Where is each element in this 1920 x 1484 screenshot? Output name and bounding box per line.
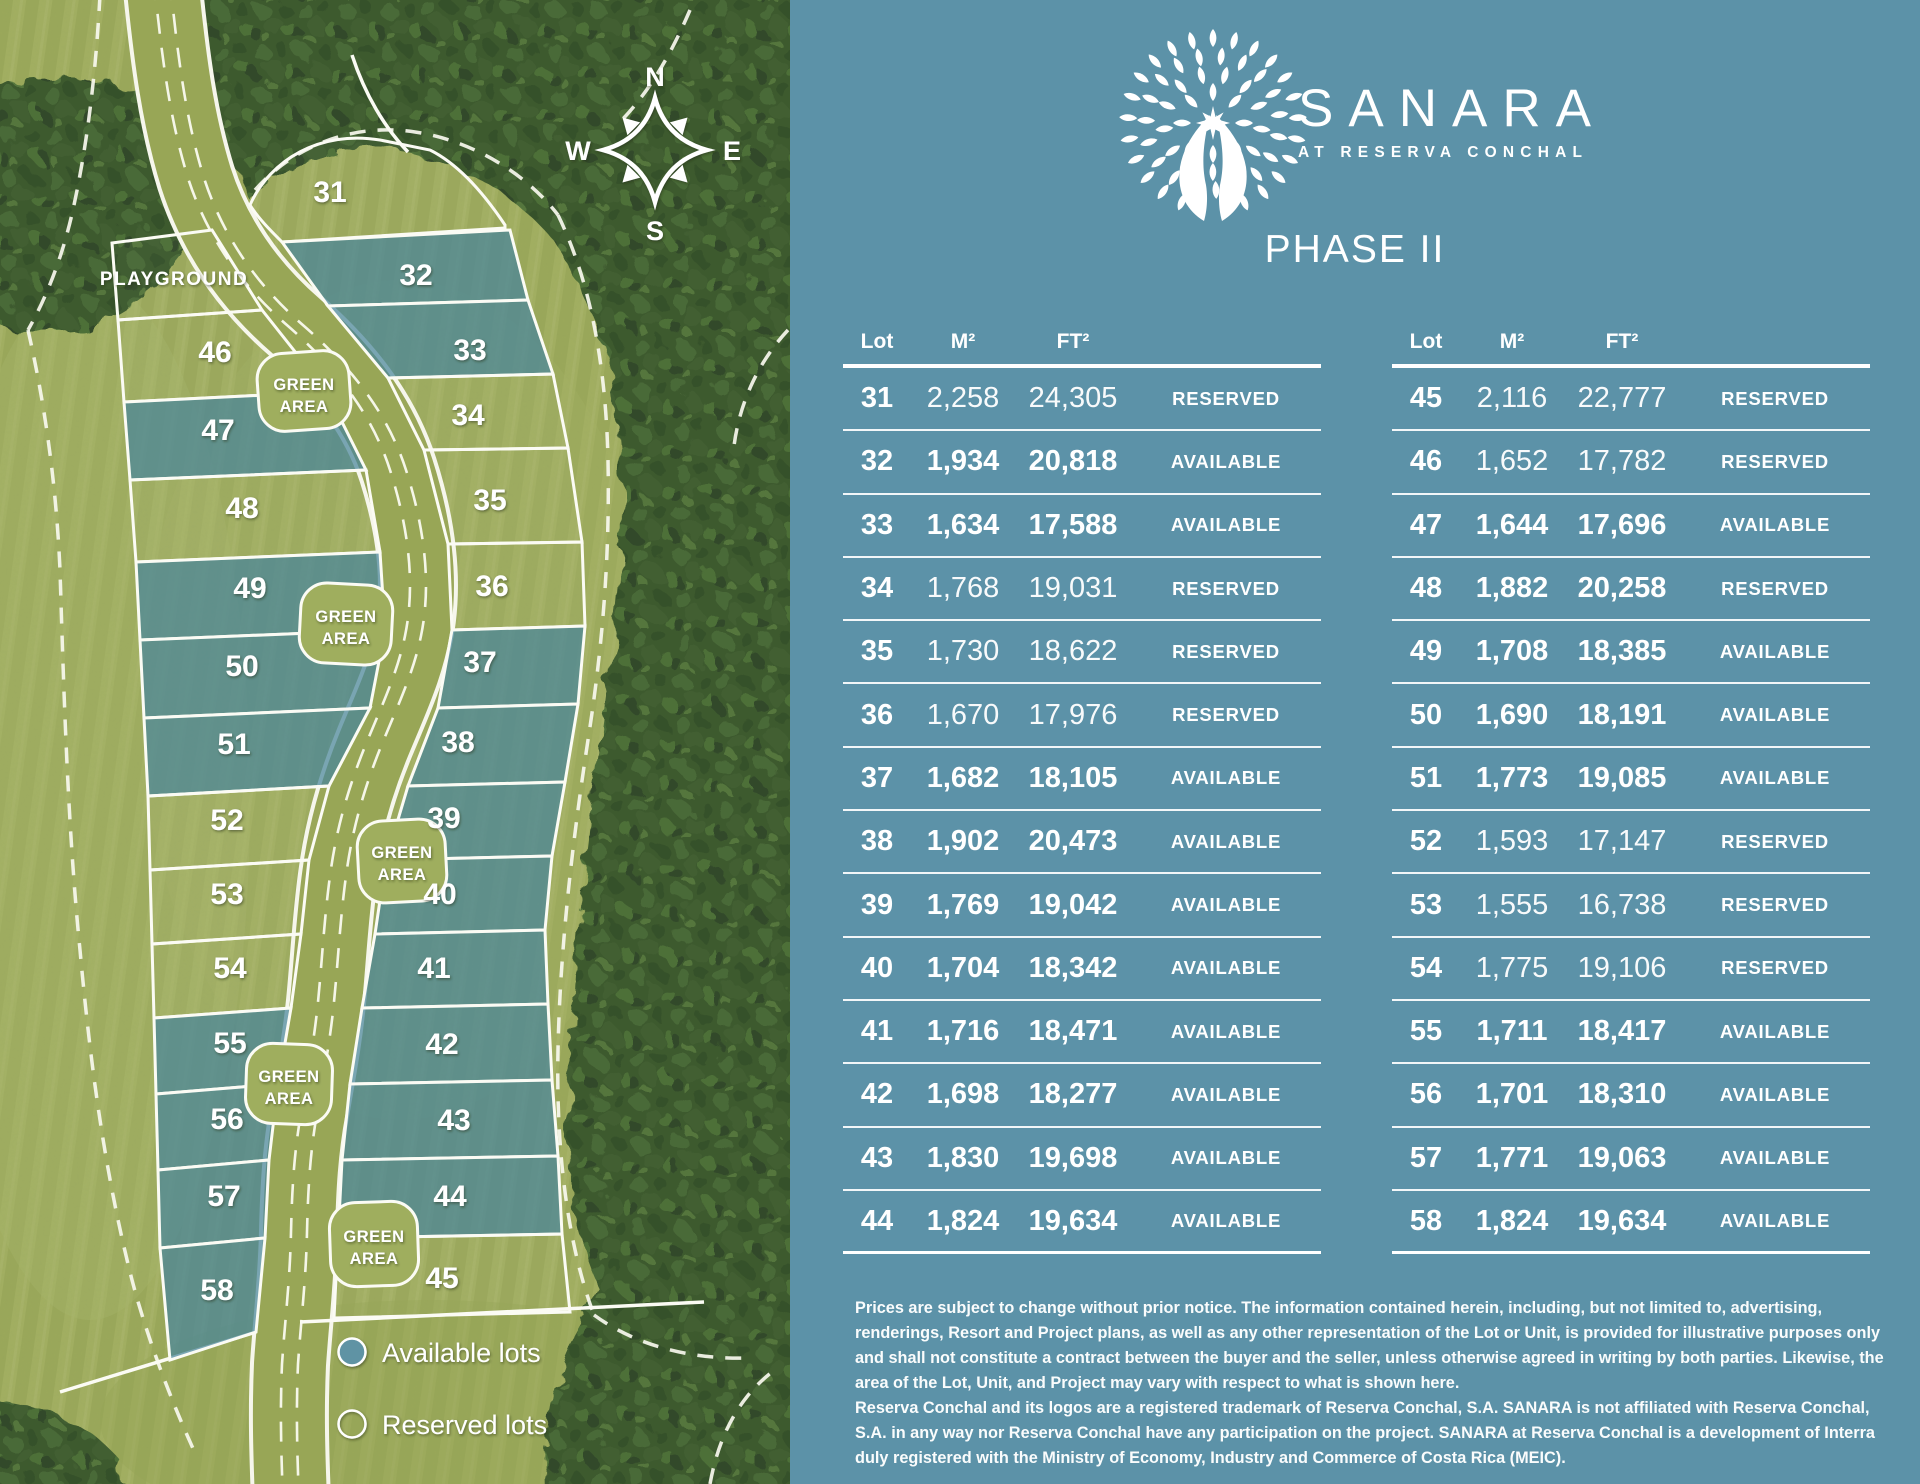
map-lot-37 [438, 626, 585, 708]
status-badge: RESERVED [1721, 450, 1829, 472]
table-row: 36 1,670 17,976 RESERVED [843, 684, 1321, 747]
status-badge: AVAILABLE [1719, 1083, 1831, 1105]
table-row: 51 1,773 19,085 AVAILABLE [1392, 748, 1870, 811]
status-badge: RESERVED [1721, 957, 1829, 979]
lot-label-45: 45 [425, 1262, 459, 1295]
table-row: 46 1,652 17,782 RESERVED [1392, 431, 1870, 494]
lot-label-44: 44 [433, 1180, 467, 1213]
svg-text:GREEN: GREEN [315, 608, 377, 626]
table-row: 42 1,698 18,277 AVAILABLE [843, 1064, 1321, 1127]
table-row: 57 1,771 19,063 AVAILABLE [1392, 1128, 1870, 1191]
lot-label-51: 51 [217, 728, 251, 761]
svg-text:S: S [645, 216, 665, 246]
status-badge: AVAILABLE [1719, 640, 1831, 662]
svg-text:GREEN: GREEN [343, 1228, 405, 1246]
status-badge: RESERVED [1721, 387, 1829, 409]
svg-text:GREEN: GREEN [258, 1068, 320, 1086]
table-row: 38 1,902 20,473 AVAILABLE [843, 811, 1321, 874]
disclaimer [855, 1296, 1903, 1471]
status-badge: RESERVED [1172, 387, 1280, 409]
svg-text:GREEN: GREEN [273, 376, 335, 394]
legend-available-label: Available lots [382, 1338, 541, 1368]
table-body [843, 368, 1321, 1254]
table-header [843, 302, 1321, 368]
table-row: 52 1,593 17,147 RESERVED [1392, 811, 1870, 874]
svg-text:W: W [565, 136, 591, 166]
status-badge: AVAILABLE [1719, 1210, 1831, 1231]
status-badge: AVAILABLE [1719, 514, 1831, 536]
map-lot-41 [362, 930, 548, 1008]
table-row: 45 2,116 22,777 RESERVED [1392, 368, 1870, 431]
disclaimer-paragraph-1: Prices are subject to change without prior notice. The information contained herein, including, but not limited to, advertising, renderings, Resort and Project plans, as well as any other representation of the Lot or Unit, is provided for illustrative purposes only and shall not constitute a contract between the buyer and the seller, unless otherwise agreed in writing by both parties. Likewise, the area of the Lot, Unit, and Project may vary with respect to what is shown here. [855, 1299, 1884, 1392]
col-header-lot: Lot [860, 330, 894, 353]
brand-name: SANARA [1298, 79, 1606, 138]
brand-header [790, 0, 1920, 260]
status-badge: AVAILABLE [1170, 514, 1282, 536]
svg-text:GREEN: GREEN [371, 844, 433, 862]
table-row: 39 1,769 19,042 AVAILABLE [843, 874, 1321, 937]
status-badge: AVAILABLE [1170, 894, 1282, 916]
lot-label-36: 36 [475, 570, 509, 603]
table-row: 44 1,824 19,634 AVAILABLE [843, 1191, 1321, 1254]
table-row: 53 1,555 16,738 RESERVED [1392, 874, 1870, 937]
status-badge: AVAILABLE [1170, 1083, 1282, 1105]
table-row: 32 1,934 20,818 AVAILABLE [843, 431, 1321, 494]
table-row: 37 1,682 18,105 AVAILABLE [843, 748, 1321, 811]
lot-table-right [1392, 302, 1870, 1254]
legend-reserved-label: Reserved lots [382, 1410, 548, 1440]
lot-label-53: 53 [210, 878, 244, 911]
table-row: 47 1,644 17,696 AVAILABLE [1392, 495, 1870, 558]
lot-label-52: 52 [210, 804, 244, 837]
lot-label-50: 50 [225, 650, 259, 683]
map-lot-36 [448, 542, 585, 630]
status-badge: RESERVED [1721, 577, 1829, 599]
lot-label-37: 37 [463, 646, 497, 679]
info-panel [790, 0, 1920, 1484]
lot-label-34: 34 [451, 399, 485, 432]
lot-label-40: 40 [423, 878, 457, 911]
lot-label-32: 32 [399, 259, 433, 292]
legend-available-icon [339, 1339, 366, 1366]
phase-title: PHASE II [1264, 228, 1446, 271]
status-badge: RESERVED [1721, 830, 1829, 852]
col-header-lot: Lot [1409, 330, 1443, 353]
lot-label-56: 56 [210, 1103, 244, 1136]
status-badge: AVAILABLE [1719, 1147, 1831, 1169]
lot-label-54: 54 [213, 952, 247, 985]
status-badge: RESERVED [1172, 704, 1280, 726]
svg-text:E: E [722, 136, 742, 166]
lot-label-38: 38 [441, 726, 475, 759]
table-row: 58 1,824 19,634 AVAILABLE [1392, 1191, 1870, 1254]
status-badge: AVAILABLE [1170, 767, 1282, 789]
lot-label-57: 57 [207, 1180, 241, 1213]
brand-text [1298, 79, 1606, 162]
lot-label-31: 31 [313, 176, 347, 209]
svg-text:AREA: AREA [279, 398, 329, 416]
status-badge: RESERVED [1172, 640, 1280, 662]
status-badge: AVAILABLE [1170, 1210, 1282, 1231]
status-badge: AVAILABLE [1170, 1020, 1282, 1042]
lot-label-33: 33 [453, 334, 487, 367]
svg-text:AREA: AREA [321, 630, 371, 648]
col-header-ft2: FT² [1056, 330, 1090, 353]
aerial-map [0, 0, 790, 1484]
lot-label-49: 49 [233, 572, 267, 605]
table-row: 43 1,830 19,698 AVAILABLE [843, 1128, 1321, 1191]
table-row: 54 1,775 19,106 RESERVED [1392, 938, 1870, 1001]
lot-label-39: 39 [427, 802, 461, 835]
table-header [1392, 302, 1870, 368]
status-badge: AVAILABLE [1170, 830, 1282, 852]
lot-label-42: 42 [425, 1028, 459, 1061]
status-badge: AVAILABLE [1170, 1147, 1282, 1169]
map-lot-38 [408, 704, 578, 786]
status-badge: RESERVED [1172, 577, 1280, 599]
table-row: 55 1,711 18,417 AVAILABLE [1392, 1001, 1870, 1064]
brand-tagline: AT RESERVA CONCHAL [1298, 144, 1589, 161]
col-header-m2: M² [950, 330, 976, 353]
table-row: 33 1,634 17,588 AVAILABLE [843, 495, 1321, 558]
sanara-logo-icon [1103, 18, 1323, 248]
disclaimer-paragraph-2: Reserva Conchal and its logos are a registered trademark of Reserva Conchal, S.A. SANARA is not affiliated with Reserva Conchal, S.A. in any way nor Reserva Conchal have any participation on the project. SANARA at Reserva Conchal is a development of Interra duly registered with the Ministry of Economy, Industry and Commerce of Costa Rica (MEIC). [855, 1399, 1875, 1467]
status-badge: AVAILABLE [1719, 1020, 1831, 1042]
table-row: 40 1,704 18,342 AVAILABLE [843, 938, 1321, 1001]
playground-label: PLAYGROUND [99, 269, 249, 290]
table-row: 34 1,768 19,031 RESERVED [843, 558, 1321, 621]
svg-text:AREA: AREA [264, 1090, 314, 1108]
lot-label-46: 46 [198, 336, 232, 369]
table-row: 50 1,690 18,191 AVAILABLE [1392, 684, 1870, 747]
svg-text:N: N [645, 62, 665, 92]
lot-label-55: 55 [213, 1027, 247, 1060]
map-svg [0, 0, 790, 1484]
table-row: 41 1,716 18,471 AVAILABLE [843, 1001, 1321, 1064]
lot-label-47: 47 [201, 414, 235, 447]
status-badge: RESERVED [1721, 894, 1829, 916]
status-badge: AVAILABLE [1719, 767, 1831, 789]
lot-label-48: 48 [225, 492, 259, 525]
table-row: 49 1,708 18,385 AVAILABLE [1392, 621, 1870, 684]
table-row: 31 2,258 24,305 RESERVED [843, 368, 1321, 431]
table-row: 35 1,730 18,622 RESERVED [843, 621, 1321, 684]
lot-label-41: 41 [417, 952, 451, 985]
status-badge: AVAILABLE [1719, 704, 1831, 726]
table-row: 56 1,701 18,310 AVAILABLE [1392, 1064, 1870, 1127]
lot-table-left [843, 302, 1321, 1254]
svg-text:AREA: AREA [377, 866, 427, 884]
lot-label-58: 58 [200, 1274, 234, 1307]
lot-label-43: 43 [437, 1104, 471, 1137]
lot-label-35: 35 [473, 484, 507, 517]
table-row: 48 1,882 20,258 RESERVED [1392, 558, 1870, 621]
col-header-m2: M² [1499, 330, 1525, 353]
status-badge: AVAILABLE [1170, 450, 1282, 472]
status-badge: AVAILABLE [1170, 957, 1282, 979]
svg-text:AREA: AREA [349, 1250, 399, 1268]
col-header-ft2: FT² [1605, 330, 1639, 353]
table-body [1392, 368, 1870, 1254]
